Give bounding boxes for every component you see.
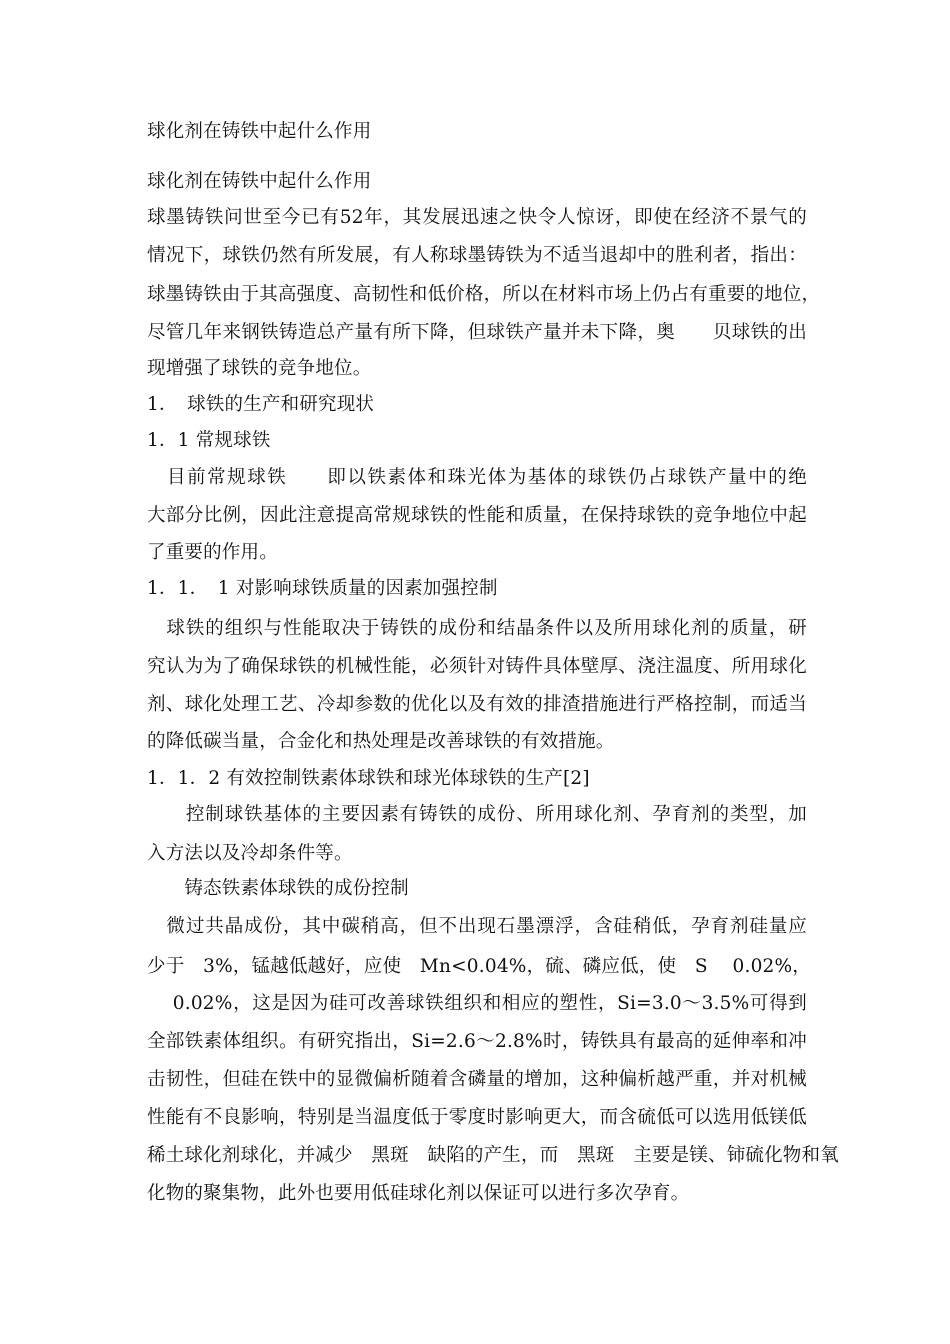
body-line: 性能有不良影响，特别是当温度低于零度时影响更大，而含硫低可以选用低镁低 xyxy=(147,1107,807,1128)
body-line: 铸态铁素体球铁的成份控制 xyxy=(147,878,409,899)
section-heading: 1． 球铁的生产和研究现状 xyxy=(147,394,375,415)
body-line: 球墨铸铁问世至今已有52年，其发展迅速之快令人惊讶，即使在经济不景气的 xyxy=(147,207,807,228)
body-line: 入方法以及冷却条件等。 xyxy=(147,843,353,864)
body-line: 大部分比例，因此注意提高常规球铁的性能和质量，在保持球铁的竞争地位中起 xyxy=(147,505,807,526)
body-line: 究认为为了确保球铁的机械性能，必须针对铸件具体壁厚、浇注温度、所用球化 xyxy=(147,656,807,677)
document-title: 球化剂在铸铁中起什么作用 xyxy=(147,121,372,142)
body-line: 情况下，球铁仍然有所发展，有人称球墨铸铁为不适当退却中的胜利者，指出： xyxy=(147,245,807,266)
body-line: 的降低碳当量，合金化和热处理是改善球铁的有效措施。 xyxy=(147,731,615,752)
body-line: 全部铁素体组织。有研究指出，Si=2.6～2.8%时，铸铁具有最高的延伸率和冲 xyxy=(147,1031,807,1052)
body-line: 球墨铸铁由于其高强度、高韧性和低价格，所以在材料市场上仍占有重要的地位， xyxy=(147,284,821,305)
section-heading: 1．1 常规球铁 xyxy=(147,430,271,451)
body-line: 球铁的组织与性能取决于铸铁的成份和结晶条件以及所用球化剂的质量，研 xyxy=(147,618,807,639)
body-line: 了重要的作用。 xyxy=(147,542,278,563)
body-line: 0.02%，这是因为硅可改善球铁组织和相应的塑性，Si=3.0～3.5%可得到 xyxy=(147,993,807,1014)
body-line: 现增强了球铁的竞争地位。 xyxy=(147,358,372,379)
body-line: 击韧性，但硅在铁中的显微偏析随着含磷量的增加，这种偏析越严重，并对机械 xyxy=(147,1069,807,1090)
body-line: 稀土球化剂球化，并减少 黑斑 缺陷的产生，而 黑斑 主要是镁、铈硫化物和氧 xyxy=(147,1145,839,1166)
body-line: 尽管几年来钢铁铸造总产量有所下降，但球铁产量并未下降，奥 贝球铁的出 xyxy=(147,322,807,343)
document-subtitle: 球化剂在铸铁中起什么作用 xyxy=(147,171,372,192)
section-heading: 1．1． 1 对影响球铁质量的因素加强控制 xyxy=(147,578,498,599)
body-line: 少于 3%，锰越低越好，应使 Mn<0.04%，硫、磷应低，使 S 0.02%， xyxy=(147,956,812,977)
body-line: 化物的聚集物，此外也要用低硅球化剂以保证可以进行多次孕育。 xyxy=(147,1183,690,1204)
section-heading: 1．1．2 有效控制铁素体球铁和球光体球铁的生产[2] xyxy=(147,768,590,789)
body-line: 目前常规球铁 即以铁素体和珠光体为基体的球铁仍占球铁产量中的绝 xyxy=(147,467,807,488)
body-line: 剂、球化处理工艺、冷却参数的优化以及有效的排渣措施进行严格控制，而适当 xyxy=(147,694,807,715)
body-line: 控制球铁基体的主要因素有铸铁的成份、所用球化剂、孕育剂的类型，加 xyxy=(147,804,807,825)
body-line: 微过共晶成份，其中碳稍高，但不出现石墨漂浮，含硅稍低，孕育剂硅量应 xyxy=(147,916,807,937)
